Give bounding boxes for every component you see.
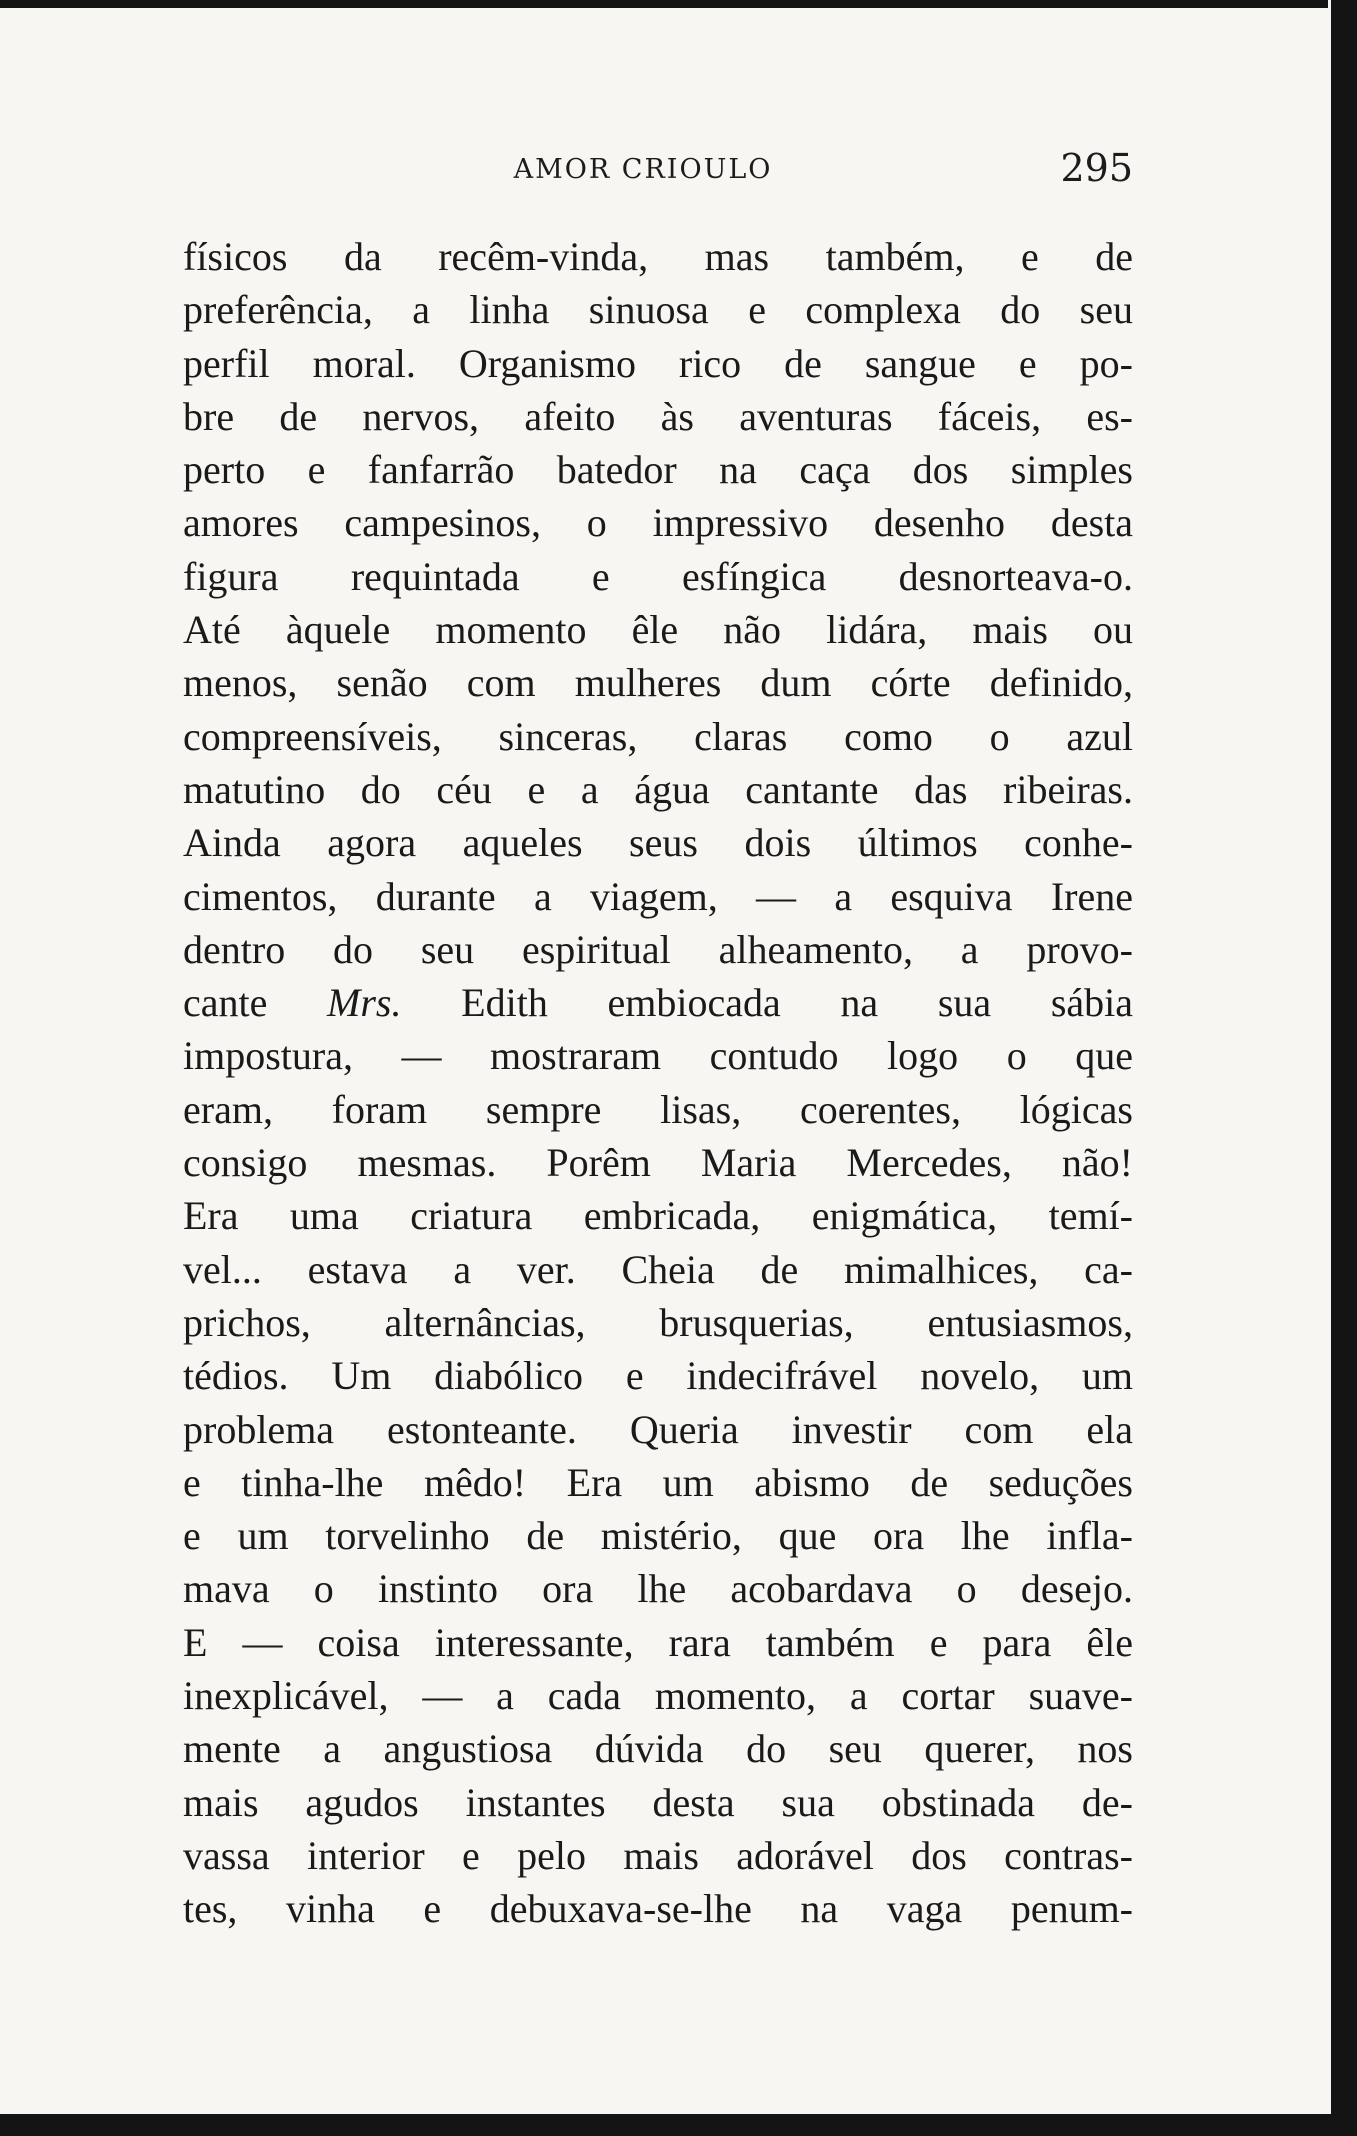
text-line: matutino do céu e a água cantante das ribeiras. [183, 766, 1133, 812]
text-line: dentro do seu espiritual alheamento, a provo- [183, 926, 1133, 972]
text-fragment: cante [183, 980, 268, 1026]
text-line: Até àquele momento êle não lidára, mais ou [183, 607, 1133, 653]
text-line-mixed [183, 976, 1133, 1029]
text-line: tes, vinha e debuxava-se-lhe na vaga penum- [183, 1886, 1133, 1932]
text-line: mente a angustiosa dúvida do seu querer, nos [183, 1726, 1133, 1772]
text-fragment: Edith embiocada na sua sábia [461, 980, 1134, 1026]
italic-abbreviation: Mrs. [327, 980, 402, 1026]
text-line: preferência, a linha sinuosa e complexa do seu [183, 287, 1133, 333]
text-line: mava o instinto ora lhe acobardava o desejo. [183, 1566, 1133, 1612]
text-line: prichos, alternâncias, brusquerias, entusiasmos, [183, 1299, 1133, 1345]
text-line: problema estonteante. Queria investir com ela [183, 1406, 1133, 1452]
text-line: tédios. Um diabólico e indecifrável novelo, um [183, 1353, 1133, 1399]
text-line: Era uma criatura embricada, enigmática, temí- [183, 1193, 1133, 1239]
body-text [183, 230, 1133, 1936]
page-header [183, 146, 1133, 196]
scan-border-bottom [0, 2114, 1357, 2136]
scan-border-right [1331, 0, 1357, 2136]
text-line: eram, foram sempre lisas, coerentes, lógicas [183, 1086, 1133, 1132]
text-line: compreensíveis, sinceras, claras como o azul [183, 713, 1133, 759]
text-line: figura requintada e esfíngica desnorteava-o. [183, 553, 1133, 599]
text-line: vel... estava a ver. Cheia de mimalhices, ca- [183, 1246, 1133, 1292]
text-line: e tinha-lhe mêdo! Era um abismo de seduções [183, 1459, 1133, 1505]
running-title: AMOR CRIOULO [513, 154, 773, 185]
text-line: bre de nervos, afeito às aventuras fáceis, es- [183, 393, 1133, 439]
text-line: mais agudos instantes desta sua obstinada de- [183, 1779, 1133, 1825]
text-line: perfil moral. Organismo rico de sangue e po- [183, 340, 1133, 386]
text-line: vassa interior e pelo mais adorável dos contras- [183, 1832, 1133, 1878]
text-line: físicos da recêm-vinda, mas também, e de [183, 234, 1133, 279]
page-number: 295 [1060, 146, 1133, 190]
text-line: e um torvelinho de mistério, que ora lhe infla- [183, 1513, 1133, 1559]
text-line: Ainda agora aqueles seus dois últimos conhe- [183, 820, 1133, 866]
text-line: amores campesinos, o impressivo desenho desta [183, 500, 1133, 546]
text-line: impostura, — mostraram contudo logo o que [183, 1033, 1133, 1079]
text-line: menos, senão com mulheres dum córte definido, [183, 660, 1133, 706]
text-line: inexplicável, — a cada momento, a cortar suave- [183, 1673, 1133, 1719]
text-line: consigo mesmas. Porêm Maria Mercedes, não! [183, 1140, 1133, 1186]
text-line: cimentos, durante a viagem, — a esquiva Irene [183, 873, 1133, 919]
text-line: E — coisa interessante, rara também e para êle [183, 1619, 1133, 1665]
scan-border-top [0, 0, 1328, 8]
text-line: perto e fanfarrão batedor na caça dos simples [183, 447, 1133, 493]
